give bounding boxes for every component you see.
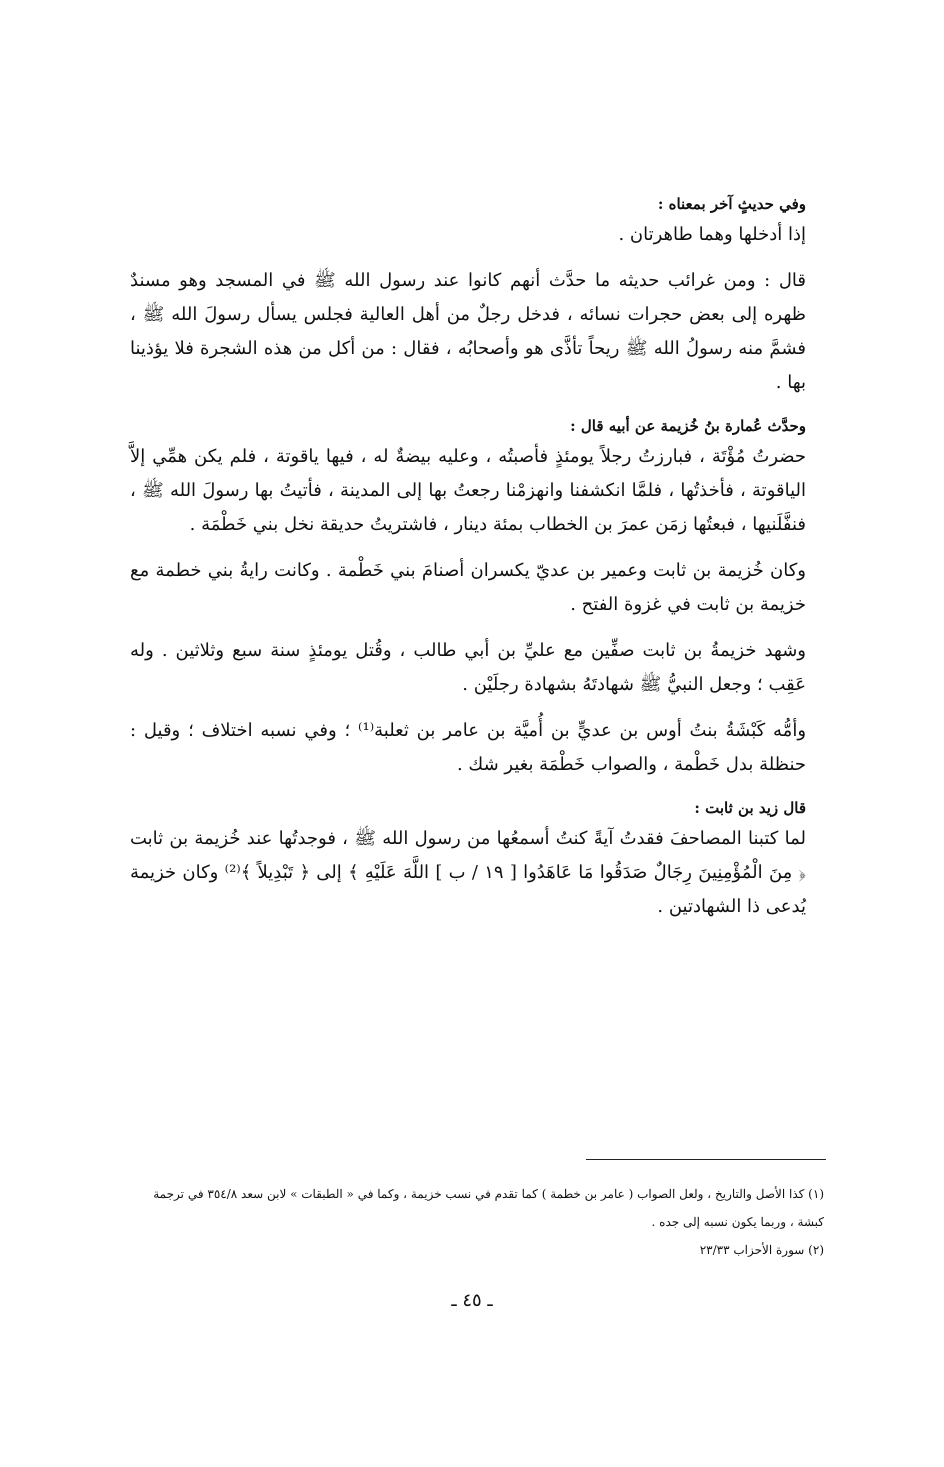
section-heading: قال زيد بن ثابت :	[694, 799, 806, 817]
page-body	[130, 190, 806, 924]
paragraph: وكان خُزيمة بن ثابت وعمير بن عديّ يكسران أصنامَ بني خَطْمة . وكانت رايةُ بني خطمة مع خزيمة بن ثابت في غزوة الفتح .	[130, 560, 806, 615]
paragraph: لما كتبنا المصاحفَ فقدتُ آيةً كنتُ أسمعُها من رسول الله ﷺ ، فوجدتُها عند خُزيمة بن ثابت ﴿ مِنَ الْمُؤْمِنِينَ رِجَالٌ صَدَقُوا مَا عَاهَدُوا [ ١٩ / ب ] اللَّهَ عَلَيْهِ ﴾ إلى ﴿ تَبْدِيلاً ﴾⁽²⁾ وكان خزيمة يُدعى ذا الشهادتين .	[130, 828, 806, 917]
section-heading: وحدَّث عُمارة بنُ خُزيمة عن أبيه قال :	[570, 417, 806, 435]
footnotes	[130, 1180, 824, 1264]
paragraph: وأمُّه كَبْشَةُ بنتُ أوس بن عديٍّ بن أُميَّة بن عامر بن ثعلبة⁽¹⁾ ؛ وفي نسبه اختلاف ؛ وقيل : حنظلة بدل خَطْمة ، والصواب خَطْمَة بغير شك .	[130, 720, 807, 775]
paragraph: قال : ومن غرائب حديثه ما حدَّث أنهم كانوا عند رسول الله ﷺ في المسجد وهو مسندٌ ظهره إلى بعض حجرات نسائه ، فدخل رجلٌ من أهل العالية فجلس يسأل رسولَ الله ﷺ ، فشمَّ منه رسولُ الله ﷺ ريحاً تأذَّى هو وأصحابُه ، فقال : من أكل من هذه الشجرة فلا يؤذينا بها .	[130, 270, 806, 393]
footnote-divider	[586, 1159, 826, 1160]
paragraph: حضرتُ مُؤْتَة ، فبارزتُ رجلاً يومئذٍ فأصبتُه ، وعليه بيضةٌ له ، فيها ياقوتة ، فلم يكن همِّي إلاَّ الياقوتة ، فأخذتُها ، فلمَّا انكشفنا وانهزمْنا رجعتُ بها إلى المدينة ، فأتيتُ بها رسولَ الله ﷺ ، فنفَّلَنيها ، فبعتُها زمَن عمرَ بن الخطاب بمئة دينار ، فاشتريتُ حديقة نخل بني خَطْمَة .	[130, 446, 806, 535]
paragraph: إذا أدخلها وهما طاهرتان .	[618, 224, 806, 245]
paragraph: وشهد خزيمةُ بن ثابت صفِّين مع عليِّ بن أبي طالب ، وقُتل يومئذٍ سنة سبع وثلاثين . وله عَقِب ؛ وجعل النبيُّ ﷺ شهادتَهُ بشهادة رجلَيْن .	[130, 640, 806, 695]
section-heading: وفي حديثٍ آخر بمعناه :	[657, 195, 806, 213]
footnote: (٢) سورة الأحزاب ٢٣/٣٣	[699, 1243, 824, 1257]
footnote: (١) كذا الأصل والتاريخ ، ولعل الصواب ( عامر بن خطمة ) كما تقدم في نسب خزيمة ، وكما في « الطبقات » لابن سعد ٣٥٤/٨ في ترجمة كبشة ، وربما يكون نسبه إلى جده .	[153, 1187, 824, 1229]
page-number: ـ ٤٥ ـ	[451, 1290, 493, 1311]
